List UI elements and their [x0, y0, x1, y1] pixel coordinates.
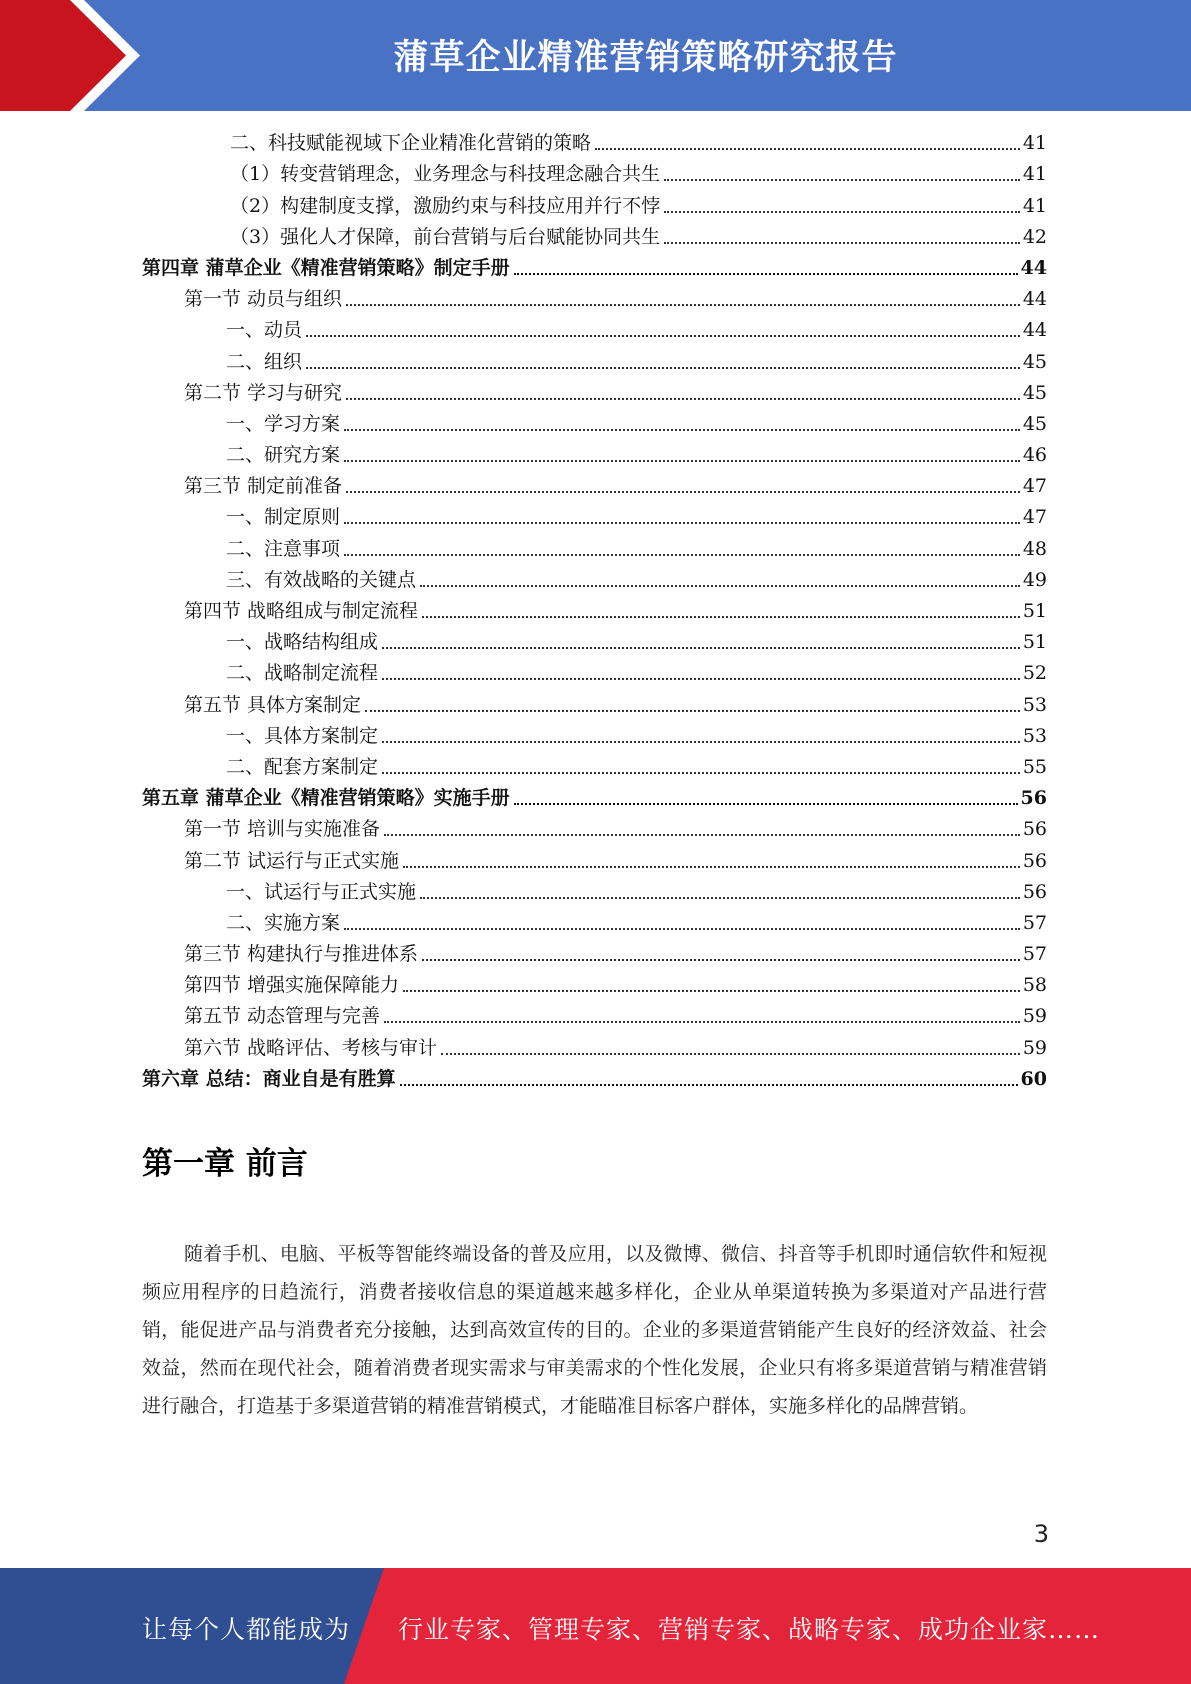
- toc-entry[interactable]: [142, 626, 1047, 657]
- toc-entry-page: 56: [1022, 849, 1047, 872]
- toc-leader-dots: [344, 927, 1020, 930]
- toc-entry[interactable]: [142, 189, 1047, 220]
- toc-entry-title: 二、实施方案: [226, 911, 341, 934]
- toc-entry[interactable]: [142, 938, 1047, 969]
- toc-entry-page: 60: [1020, 1067, 1047, 1090]
- toc-entry-title: 第五节 具体方案制定: [184, 693, 362, 716]
- toc-entry-title: 第六章 总结：商业自是有胜算: [142, 1067, 396, 1090]
- toc-leader-dots: [422, 615, 1020, 618]
- toc-leader-dots: [346, 303, 1020, 306]
- toc-entry[interactable]: [142, 221, 1047, 252]
- toc-entry-page: 46: [1022, 444, 1047, 467]
- toc-entry-page: 41: [1022, 163, 1047, 186]
- toc-entry-title: 第四节 战略组成与制定流程: [184, 600, 419, 622]
- chapter-heading: 第一章 前言: [142, 1146, 308, 1182]
- toc-entry[interactable]: [142, 1000, 1047, 1031]
- toc-entry-title: 第二节 试运行与正式实施: [184, 849, 400, 872]
- toc-leader-dots: [344, 428, 1020, 431]
- toc-entry[interactable]: [142, 252, 1047, 283]
- toc-leader-dots: [420, 584, 1020, 587]
- toc-entry-title: 一、制定原则: [226, 506, 341, 529]
- toc-leader-dots: [664, 241, 1020, 244]
- toc-entry-title: 第二节 学习与研究: [184, 381, 343, 404]
- toc-entry[interactable]: [142, 408, 1047, 439]
- toc-entry-page: 44: [1022, 288, 1047, 311]
- toc-entry-title: 二、配套方案制定: [226, 755, 379, 778]
- toc-entry-page: 45: [1022, 350, 1047, 373]
- toc-entry-page: 47: [1022, 475, 1047, 498]
- toc-leader-dots: [595, 147, 1020, 150]
- toc-entry-page: 56: [1022, 880, 1047, 903]
- toc-entry[interactable]: [142, 657, 1047, 688]
- toc-entry-page: 47: [1022, 506, 1047, 529]
- toc-entry-title: （1）转变营销理念，业务理念与科技理念融合共生: [230, 163, 661, 186]
- toc-leader-dots: [514, 272, 1018, 275]
- toc-leader-dots: [403, 865, 1020, 868]
- toc-entry[interactable]: [142, 501, 1047, 532]
- toc-entry-title: 二、组织: [226, 350, 303, 373]
- toc-entry-title: 一、试运行与正式实施: [226, 880, 417, 903]
- chapter-paragraph: 随着手机、电脑、平板等智能终端设备的普及应用，以及微博、微信、抖音等手机即时通信软件和短视频应用程序的日趋流行，消费者接收信息的渠道越来越多样化，企业从单渠道转换为多渠道对产品进行营销，能促进产品与消费者充分接触，达到高效宣传的目的。企业的多渠道营销能产生良好的经济效益、社会效益，然而在现代社会，随着消费者现实需求与审美需求的个性化发展，企业只有将多渠道营销与精准营销进行融合，打造基于多渠道营销的精准营销模式，才能瞄准目标客户群体，实施多样化的品牌营销。: [142, 1243, 1047, 1417]
- toc-entry[interactable]: [142, 782, 1047, 813]
- footer-slogan-right: 行业专家、管理专家、营销专家、战略专家、成功企业家……: [398, 1615, 1101, 1644]
- toc-leader-dots: [344, 553, 1020, 556]
- toc-entry-page: 52: [1022, 662, 1047, 685]
- toc-entry-page: 57: [1022, 911, 1047, 934]
- toc-entry[interactable]: [142, 720, 1047, 751]
- toc-entry-page: 48: [1022, 537, 1047, 560]
- toc-entry[interactable]: [142, 564, 1047, 595]
- toc-entry-title: 第一节 培训与实施准备: [184, 818, 381, 841]
- toc-leader-dots: [382, 646, 1020, 649]
- toc-leader-dots: [384, 833, 1020, 836]
- toc-entry-page: 41: [1022, 132, 1047, 155]
- toc-leader-dots: [306, 366, 1020, 369]
- toc-entry[interactable]: [142, 158, 1047, 189]
- toc-entry-title: 第五章 蒲草企业《精准营销策略》实施手册: [142, 787, 510, 810]
- toc-leader-dots: [382, 677, 1020, 680]
- toc-entry[interactable]: [142, 1063, 1047, 1094]
- toc-leader-dots: [422, 958, 1020, 961]
- toc-entry-page: 59: [1022, 1036, 1047, 1059]
- toc-entry-page: 49: [1022, 568, 1047, 591]
- toc-entry-page: 45: [1022, 412, 1047, 435]
- toc-entry[interactable]: [142, 969, 1047, 1000]
- toc-entry-title: 二、战略制定流程: [226, 662, 379, 685]
- page-footer: [0, 1568, 1191, 1684]
- toc-leader-dots: [403, 989, 1020, 992]
- toc-entry-page: 59: [1022, 1005, 1047, 1028]
- toc-leader-dots: [514, 802, 1018, 805]
- toc-entry-title: （3）强化人才保障，前台营销与后台赋能协同共生: [230, 225, 661, 248]
- toc-entry-title: 第六节 战略评估、考核与审计: [184, 1036, 438, 1059]
- toc-entry[interactable]: [142, 283, 1047, 314]
- toc-leader-dots: [384, 1020, 1020, 1023]
- toc-leader-dots: [365, 709, 1020, 712]
- toc-leader-dots: [441, 1052, 1020, 1055]
- page-header: [0, 0, 1191, 111]
- toc-entry[interactable]: [142, 314, 1047, 345]
- toc-leader-dots: [400, 1083, 1018, 1086]
- toc-entry-page: 42: [1022, 225, 1047, 248]
- toc-leader-dots: [344, 521, 1020, 524]
- footer-slogan-left: 让每个人都能成为: [142, 1615, 351, 1644]
- toc-entry-page: 56: [1022, 818, 1047, 841]
- toc-entry-title: 第三节 构建执行与推进体系: [184, 943, 419, 966]
- toc-leader-dots: [664, 210, 1020, 213]
- toc-entry[interactable]: [142, 532, 1047, 563]
- toc-entry[interactable]: [142, 876, 1047, 907]
- toc-entry-page: 45: [1022, 381, 1047, 404]
- toc-leader-dots: [382, 771, 1020, 774]
- toc-entry-page: 44: [1020, 256, 1047, 279]
- toc-leader-dots: [346, 397, 1020, 400]
- toc-leader-dots: [306, 334, 1020, 337]
- toc-entry[interactable]: [142, 907, 1047, 938]
- toc-leader-dots: [344, 459, 1020, 462]
- toc-entry[interactable]: [142, 377, 1047, 408]
- toc-leader-dots: [420, 896, 1020, 899]
- header-title: 蒲草企业精准营销策略研究报告: [393, 38, 898, 78]
- toc-entry-title: 一、战略结构组成: [226, 631, 379, 654]
- toc-entry-title: 第五节 动态管理与完善: [184, 1005, 381, 1028]
- toc-entry-page: 51: [1022, 631, 1047, 654]
- toc-leader-dots: [346, 490, 1020, 493]
- toc-entry-page: 53: [1022, 724, 1047, 747]
- toc-leader-dots: [664, 178, 1020, 181]
- toc-entry[interactable]: [142, 688, 1047, 719]
- toc-entry[interactable]: [142, 345, 1047, 376]
- toc-entry-page: 55: [1022, 755, 1047, 778]
- toc-entry-page: 51: [1022, 600, 1047, 622]
- toc-entry-page: 44: [1022, 319, 1047, 342]
- toc-entry-title: 一、动员: [226, 319, 303, 342]
- toc-entry-title: 三、有效战略的关键点: [226, 568, 417, 591]
- toc-entry-page: 57: [1022, 943, 1047, 966]
- toc-entry[interactable]: [142, 595, 1047, 626]
- toc-entry-title: （2）构建制度支撑，激励约束与科技应用并行不悖: [230, 194, 661, 217]
- toc-entry-title: 第四章 蒲草企业《精准营销策略》制定手册: [142, 256, 510, 279]
- toc-entry-title: 第三节 制定前准备: [184, 475, 343, 498]
- toc-entry-title: 一、具体方案制定: [226, 724, 379, 747]
- toc-entry-title: 二、注意事项: [226, 537, 341, 560]
- toc-entry[interactable]: [142, 470, 1047, 501]
- toc-entry-title: 二、科技赋能视域下企业精准化营销的策略: [230, 132, 592, 155]
- toc-leader-dots: [382, 740, 1020, 743]
- toc-entry-page: 53: [1022, 693, 1047, 716]
- toc-entry[interactable]: [142, 1031, 1047, 1062]
- toc-entry-page: 58: [1022, 974, 1047, 997]
- page-number: 3: [1033, 1520, 1049, 1548]
- toc-entry[interactable]: [142, 439, 1047, 470]
- toc-entry[interactable]: [142, 844, 1047, 875]
- table-of-contents: [142, 127, 1047, 1094]
- toc-entry-title: 第四节 增强实施保障能力: [184, 974, 400, 997]
- toc-entry-page: 56: [1020, 787, 1047, 810]
- toc-entry[interactable]: [142, 127, 1047, 158]
- toc-entry-title: 第一节 动员与组织: [184, 288, 343, 311]
- toc-entry-title: 二、研究方案: [226, 444, 341, 467]
- toc-entry[interactable]: [142, 813, 1047, 844]
- toc-entry-page: 41: [1022, 194, 1047, 217]
- toc-entry-title: 一、学习方案: [226, 412, 341, 435]
- toc-entry[interactable]: [142, 751, 1047, 782]
